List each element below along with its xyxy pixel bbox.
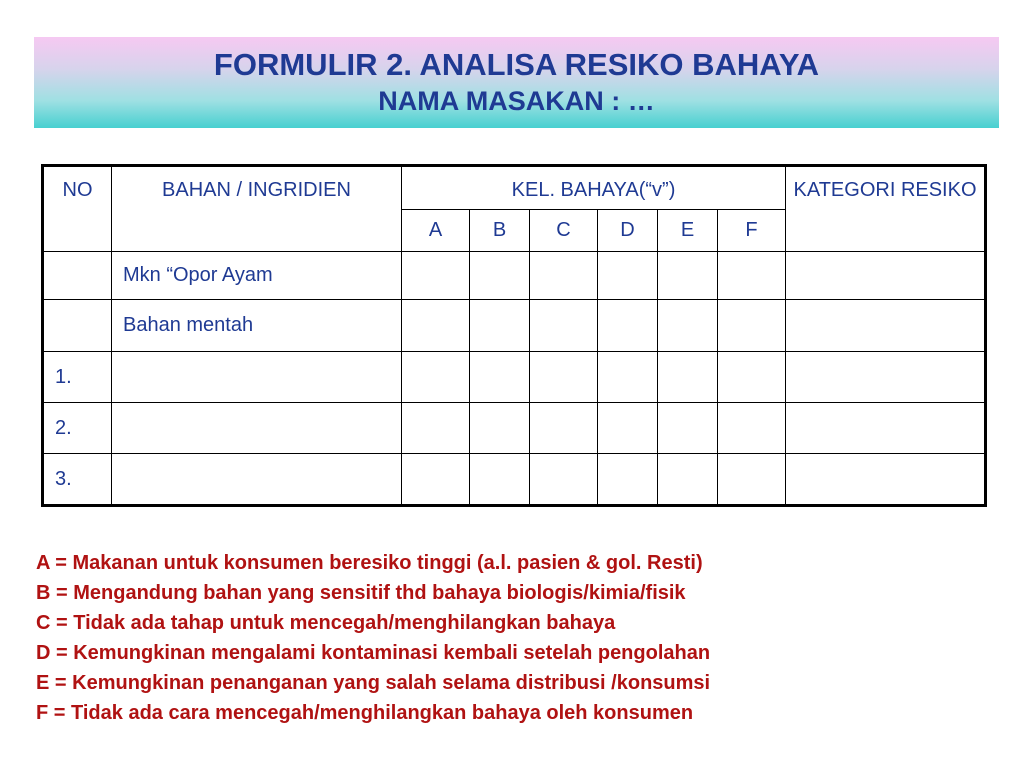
- header-hazard-f: F: [718, 210, 786, 252]
- header-kategori-resiko: KATEGORI RESIKO: [786, 166, 986, 252]
- cell-hazard-e: [658, 403, 718, 454]
- cell-kategori: [786, 300, 986, 352]
- legend-item-e: E = Kemungkinan penanganan yang salah selama distribusi /konsumsi: [36, 672, 711, 694]
- cell-hazard-d: [598, 454, 658, 506]
- cell-hazard-f: [718, 352, 786, 403]
- header-kel-bahaya: KEL. BAHAYA(“v”): [402, 166, 786, 210]
- cell-hazard-b: [470, 454, 530, 506]
- table-row: [43, 252, 986, 300]
- cell-hazard-a: [402, 252, 470, 300]
- cell-hazard-f: [718, 403, 786, 454]
- cell-hazard-f: [718, 454, 786, 506]
- cell-kategori: [786, 352, 986, 403]
- cell-hazard-a: [402, 300, 470, 352]
- cell-hazard-c: [530, 252, 598, 300]
- legend-item-f: F = Tidak ada cara mencegah/menghilangkan bahaya oleh konsumen: [36, 702, 694, 724]
- cell-hazard-b: [470, 352, 530, 403]
- legend-item-d: D = Kemungkinan mengalami kontaminasi kembali setelah pengolahan: [36, 642, 711, 664]
- table-row: [43, 300, 986, 352]
- cell-hazard-e: [658, 300, 718, 352]
- legend-item-a: A = Makanan untuk konsumen beresiko tinggi (a.l. pasien & gol. Resti): [36, 552, 703, 574]
- cell-hazard-c: [530, 352, 598, 403]
- cell-hazard-b: [470, 300, 530, 352]
- header-hazard-d: D: [598, 210, 658, 252]
- table-header-row: [43, 166, 986, 210]
- row-bahan: [112, 454, 402, 506]
- dish-name-title: NAMA MASAKAN : …: [378, 86, 655, 116]
- header-hazard-b: B: [470, 210, 530, 252]
- row-bahan: [112, 403, 402, 454]
- table-row: [43, 403, 986, 454]
- cell-hazard-c: [530, 403, 598, 454]
- cell-hazard-c: [530, 454, 598, 506]
- header-hazard-e: E: [658, 210, 718, 252]
- row-bahan: [112, 352, 402, 403]
- header-hazard-c: C: [530, 210, 598, 252]
- cell-hazard-a: [402, 352, 470, 403]
- cell-hazard-e: [658, 454, 718, 506]
- row-no: 2.: [43, 403, 112, 454]
- row-no: 1.: [43, 352, 112, 403]
- cell-kategori: [786, 252, 986, 300]
- cell-hazard-a: [402, 454, 470, 506]
- row-no: [43, 252, 112, 300]
- form-title: FORMULIR 2. ANALISA RESIKO BAHAYA: [213, 47, 820, 82]
- row-bahan: Bahan mentah: [112, 300, 402, 352]
- row-bahan: Mkn “Opor Ayam: [112, 252, 402, 300]
- header-hazard-a: A: [402, 210, 470, 252]
- legend-item-b: B = Mengandung bahan yang sensitif thd bahaya biologis/kimia/fisik: [36, 582, 686, 604]
- header-bahan: BAHAN / INGRIDIEN: [112, 166, 402, 252]
- table-row: [43, 454, 986, 506]
- cell-hazard-c: [530, 300, 598, 352]
- cell-kategori: [786, 454, 986, 506]
- cell-hazard-d: [598, 300, 658, 352]
- cell-hazard-e: [658, 352, 718, 403]
- cell-hazard-b: [470, 403, 530, 454]
- cell-hazard-a: [402, 403, 470, 454]
- legend-item-c: C = Tidak ada tahap untuk mencegah/menghilangkan bahaya: [36, 612, 616, 634]
- hazard-legend: [36, 548, 710, 728]
- header-no: NO: [43, 166, 112, 252]
- cell-kategori: [786, 403, 986, 454]
- title-banner: [34, 37, 999, 128]
- cell-hazard-d: [598, 352, 658, 403]
- row-no: 3.: [43, 454, 112, 506]
- risk-analysis-table: [41, 164, 987, 507]
- cell-hazard-b: [470, 252, 530, 300]
- cell-hazard-d: [598, 403, 658, 454]
- cell-hazard-f: [718, 300, 786, 352]
- row-no: [43, 300, 112, 352]
- cell-hazard-f: [718, 252, 786, 300]
- cell-hazard-d: [598, 252, 658, 300]
- table-row: [43, 352, 986, 403]
- cell-hazard-e: [658, 252, 718, 300]
